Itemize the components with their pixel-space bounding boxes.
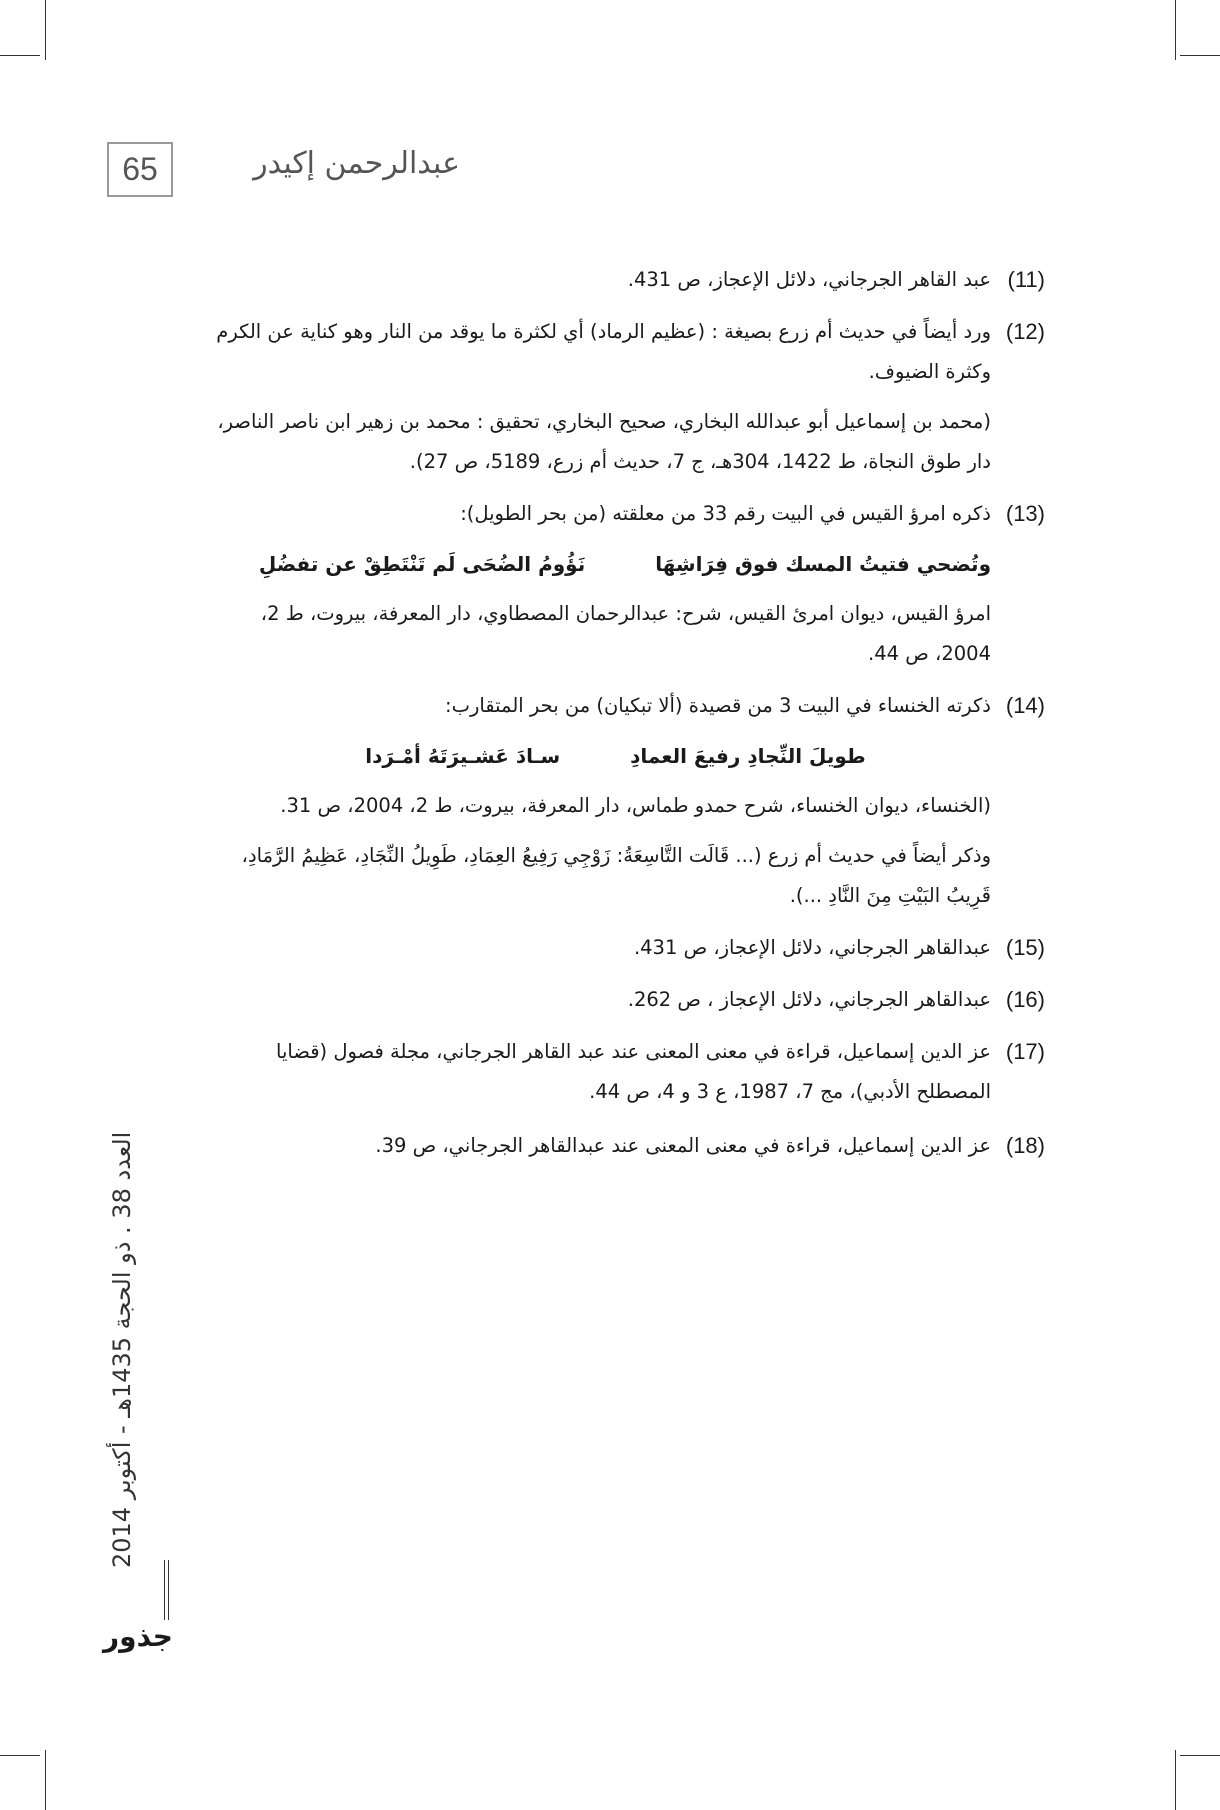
divider: [168, 1560, 169, 1620]
note-text: عبدالقاهر الجرجاني، دلائل الإعجاز ، ص 262.: [627, 988, 991, 1011]
crop-mark: [45, 1750, 46, 1810]
note-text: عبدالقاهر الجرجاني، دلائل الإعجاز، ص 431.: [633, 936, 991, 959]
note-number: (13): [1005, 501, 1045, 526]
note-number: (12): [1005, 319, 1045, 344]
note-text: ذكره امرؤ القيس في البيت رقم 33 من معلقته (من بحر الطويل):: [460, 502, 991, 525]
verse-second-hemistich: نَؤُومُ الضُحَى لَم تَنْتَطِقْ عن تفضُلِ: [258, 552, 586, 576]
crop-mark: [45, 0, 46, 60]
issue-info-vertical: العدد 38 . ذو الحجة 1435هـ - أكتوبر 2014: [108, 1131, 136, 1569]
crop-mark: [0, 1755, 40, 1756]
note-citation: امرؤ القيس، ديوان امرئ القيس، شرح: عبدالرحمان المصطاوي، دار المعرفة، بيروت، ط 2، 2004، ص 44.: [260, 602, 991, 665]
note-text: وذكر أيضاً في حديث أم زرع (... قَالَت التَّاسِعَةُ: زَوْجِي رَفِيعُ العِمَادِ، طَوِيلُ النِّجَادِ، عَظِيمُ الرَّمَادِ، قَرِيبُ البَيْتِ مِنَ النَّادِ ...).: [241, 844, 991, 907]
endnote: [200, 1126, 1045, 1166]
note-text: ذكرته الخنساء في البيت 3 من قصيدة (ألا تبكيان) من بحر المتقارب:: [445, 694, 991, 717]
note-number: (14): [1005, 693, 1045, 718]
note-number: (16): [1005, 987, 1045, 1012]
note-text: عبد القاهر الجرجاني، دلائل الإعجاز، ص 431.: [627, 268, 991, 291]
divider: [164, 1560, 165, 1620]
note-number: (18): [1005, 1133, 1045, 1158]
page-number: 65: [107, 142, 173, 197]
poetry-verse: [200, 736, 991, 776]
endnote: [200, 1032, 1045, 1112]
verse-first-hemistich: طويلَ النِّجادِ رفيعَ العمادِ: [630, 744, 866, 768]
note-number: (17): [1005, 1039, 1045, 1064]
running-head-author: عبدالرحمن إكيدر: [253, 146, 460, 181]
note-number: (15): [1005, 935, 1045, 960]
crop-mark: [1175, 0, 1176, 60]
note-citation: (الخنساء، ديوان الخنساء، شرح حمدو طماس، دار المعرفة، بيروت، ط 2، 2004، ص 31.: [280, 794, 991, 817]
verse-second-hemistich: سـادَ عَشـيرَتَهُ أمْـرَدا: [365, 744, 561, 768]
poetry-verse: [200, 544, 991, 584]
endnote: [200, 980, 1045, 1020]
note-text: عز الدين إسماعيل، قراءة في معنى المعنى عند عبدالقاهر الجرجاني، ص 39.: [375, 1134, 991, 1157]
note-number: (11): [1007, 267, 1045, 292]
note-text: ورد أيضاً في حديث أم زرع بصيغة : (عظيم الرماد) أي لكثرة ما يوقد من النار وهو كناية عن الكرم وكثرة الضيوف.: [216, 320, 991, 383]
endnote: [200, 494, 1045, 674]
endnote: [200, 686, 1045, 916]
crop-mark: [1175, 1750, 1176, 1810]
endnote: [200, 260, 1045, 300]
crop-mark: [0, 55, 40, 56]
endnotes-list: [200, 260, 1045, 1178]
endnote: [200, 928, 1045, 968]
note-text: عز الدين إسماعيل، قراءة في معنى المعنى عند عبد القاهر الجرجاني، مجلة فصول (قضايا المصطلح الأدبي)، مج 7، 1987، ع 3 و 4، ص 44.: [276, 1040, 991, 1103]
endnote: [200, 312, 1045, 482]
crop-mark: [1180, 55, 1220, 56]
verse-first-hemistich: وتُضحي فتيتُ المسك فوق فِرَاشِهَا: [655, 552, 991, 576]
journal-logo: جذور: [103, 1620, 173, 1653]
note-citation: (محمد بن إسماعيل أبو عبدالله البخاري، صحيح البخاري، تحقيق : محمد بن زهير ابن ناصر الناصر، دار طوق النجاة، ط 1422، 304هـ، ج 7، حديث أم زرع، 5189، ص 27).: [217, 410, 991, 473]
crop-mark: [1180, 1755, 1220, 1756]
